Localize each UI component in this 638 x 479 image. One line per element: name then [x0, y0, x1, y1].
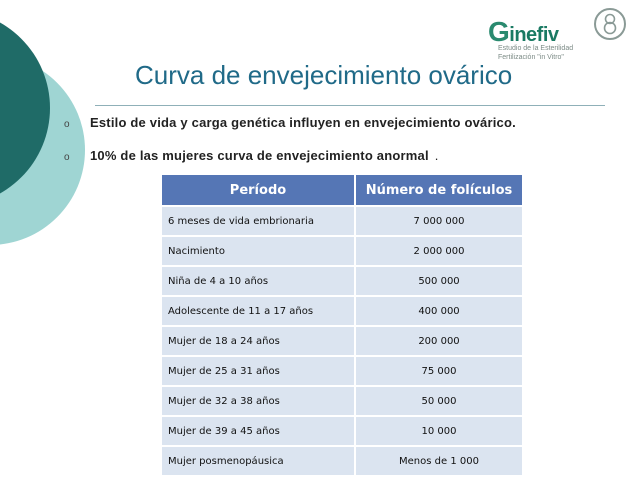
- bullet-text-1: Estilo de vida y carga genética influyen en envejecimiento ovárico.: [90, 115, 516, 130]
- table-row: [162, 325, 522, 355]
- header-follicle-count: Número de folículos: [354, 175, 522, 205]
- period-cell: Mujer posmenopáusica: [162, 445, 354, 475]
- table-row: [162, 265, 522, 295]
- bullet-text-2: 10% de las mujeres curva de envejecimiento anormal: [90, 148, 429, 163]
- table-row: [162, 385, 522, 415]
- logo-tagline-2: Fertilización "in Vitro": [498, 54, 564, 61]
- bullet-text-2-tail: .: [434, 148, 439, 163]
- decorative-circles: [0, 0, 110, 479]
- logo-brand-rest: inefiv: [509, 24, 559, 46]
- table-row: [162, 205, 522, 235]
- logo-tagline-1: Estudio de la Esterilidad: [498, 45, 574, 52]
- count-cell: 10 000: [354, 415, 522, 445]
- bullet-item-2: [64, 148, 439, 163]
- table-row: [162, 235, 522, 265]
- count-cell: 75 000: [354, 355, 522, 385]
- table-row: [162, 295, 522, 325]
- table-row: [162, 415, 522, 445]
- period-cell: Mujer de 39 a 45 años: [162, 415, 354, 445]
- count-cell: Menos de 1 000: [354, 445, 522, 475]
- count-cell: 7 000 000: [354, 205, 522, 235]
- table-row: [162, 445, 522, 475]
- period-cell: Mujer de 18 a 24 años: [162, 325, 354, 355]
- count-cell: 50 000: [354, 385, 522, 415]
- period-cell: Niña de 4 a 10 años: [162, 265, 354, 295]
- bullet-item-1: [64, 115, 516, 130]
- bullet-marker-icon: o: [64, 119, 70, 130]
- period-cell: 6 meses de vida embrionaria: [162, 205, 354, 235]
- follicle-table: [162, 175, 522, 475]
- table-row: [162, 355, 522, 385]
- count-cell: 2 000 000: [354, 235, 522, 265]
- period-cell: Adolescente de 11 a 17 años: [162, 295, 354, 325]
- period-cell: Mujer de 25 a 31 años: [162, 355, 354, 385]
- logo-initial: G: [488, 16, 510, 47]
- title-divider: [95, 105, 605, 106]
- slide-title: Curva de envejecimiento ovárico: [135, 60, 513, 90]
- count-cell: 200 000: [354, 325, 522, 355]
- table-header-row: [162, 175, 522, 205]
- period-cell: Mujer de 32 a 38 años: [162, 385, 354, 415]
- count-cell: 400 000: [354, 295, 522, 325]
- header-period: Período: [162, 175, 354, 205]
- count-cell: 500 000: [354, 265, 522, 295]
- logo-mark-icon: [592, 6, 628, 42]
- bullet-marker-icon: o: [64, 152, 70, 163]
- period-cell: Nacimiento: [162, 235, 354, 265]
